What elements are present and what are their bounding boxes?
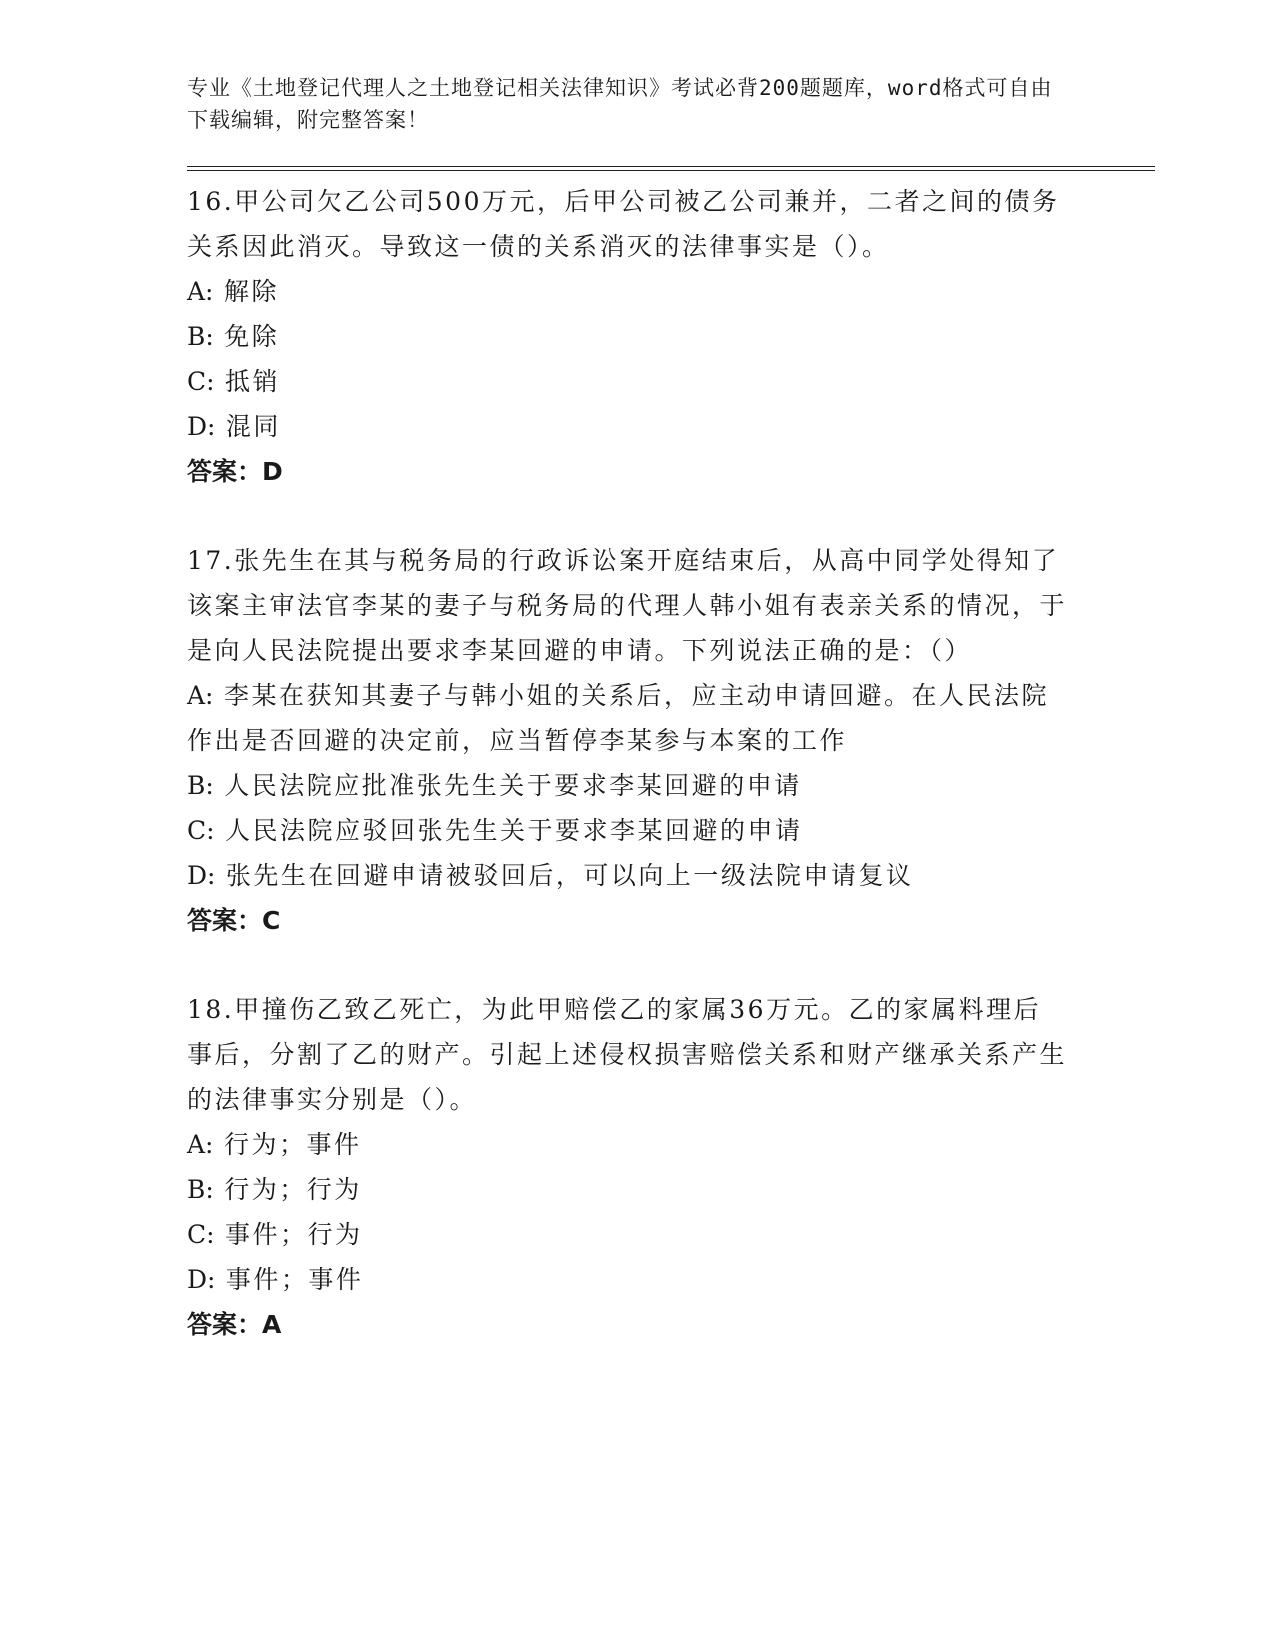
option-text: 免除 (224, 322, 280, 351)
option-key: B: (187, 322, 214, 351)
option-key: A: (187, 277, 214, 306)
option-text: 事件；事件 (225, 1265, 364, 1294)
option-key: A: (187, 1130, 214, 1159)
option-text: 李某在获知其妻子与韩小姐的关系后，应主动申请回避。在人民法院作出是否回避的决定前，应当暂停李某参与本案的工作 (187, 681, 1049, 755)
option-a (187, 673, 1067, 763)
option-key: B: (187, 771, 214, 800)
option-key: D: (187, 861, 216, 890)
question-list (187, 179, 1147, 1347)
answer-line: 答案：A (187, 1310, 282, 1339)
question-stem: 18.甲撞伤乙致乙死亡，为此甲赔偿乙的家属36万元。乙的家属料理后事后，分割了乙的财产。引起上述侵权损害赔偿关系和财产继承关系产生的法律事实分别是（）。 (187, 995, 1068, 1114)
option-d (187, 853, 1067, 898)
answer-line: 答案：C (187, 906, 281, 935)
option-key: C: (187, 1220, 215, 1249)
option-key: C: (187, 367, 215, 396)
question-18 (187, 987, 1147, 1347)
answer-line: 答案：D (187, 457, 283, 486)
option-c (187, 359, 1067, 404)
option-text: 行为；行为 (224, 1175, 362, 1204)
option-text: 事件；行为 (225, 1220, 363, 1249)
option-text: 抵销 (225, 367, 281, 396)
option-a (187, 1122, 1067, 1167)
option-d (187, 404, 1067, 449)
option-b (187, 314, 1067, 359)
option-a (187, 269, 1067, 314)
option-d (187, 1257, 1067, 1302)
option-c (187, 808, 1067, 853)
question-stem: 17.张先生在其与税务局的行政诉讼案开庭结束后，从高中同学处得知了该案主审法官李某的妻子与税务局的代理人韩小姐有表亲关系的情况，于是向人民法院提出要求李某回避的申请。下列说法正确的是：（） (187, 546, 1068, 665)
option-text: 解除 (223, 277, 279, 306)
option-key: C: (187, 816, 215, 845)
option-text: 混同 (225, 412, 281, 441)
header-divider (187, 166, 1155, 171)
option-key: B: (187, 1175, 214, 1204)
question-16 (187, 179, 1147, 494)
option-text: 张先生在回避申请被驳回后，可以向上一级法院申请复议 (225, 861, 914, 890)
option-b (187, 1167, 1067, 1212)
option-text: 行为；事件 (223, 1130, 362, 1159)
document-header: 专业《土地登记代理人之土地登记相关法律知识》考试必背200题题库，word格式可自由下载编辑，附完整答案！ (187, 76, 1053, 132)
option-c (187, 1212, 1067, 1257)
question-17 (187, 538, 1147, 943)
option-key: D: (187, 1265, 216, 1294)
document-page (187, 72, 1147, 1347)
option-b (187, 763, 1067, 808)
option-text: 人民法院应批准张先生关于要求李某回避的申请 (224, 771, 802, 800)
question-stem: 16.甲公司欠乙公司500万元，后甲公司被乙公司兼并，二者之间的债务关系因此消灭。导致这一债的关系消灭的法律事实是（）。 (187, 187, 1060, 261)
option-text: 人民法院应驳回张先生关于要求李某回避的申请 (225, 816, 803, 845)
option-key: D: (187, 412, 216, 441)
option-key: A: (187, 681, 214, 710)
